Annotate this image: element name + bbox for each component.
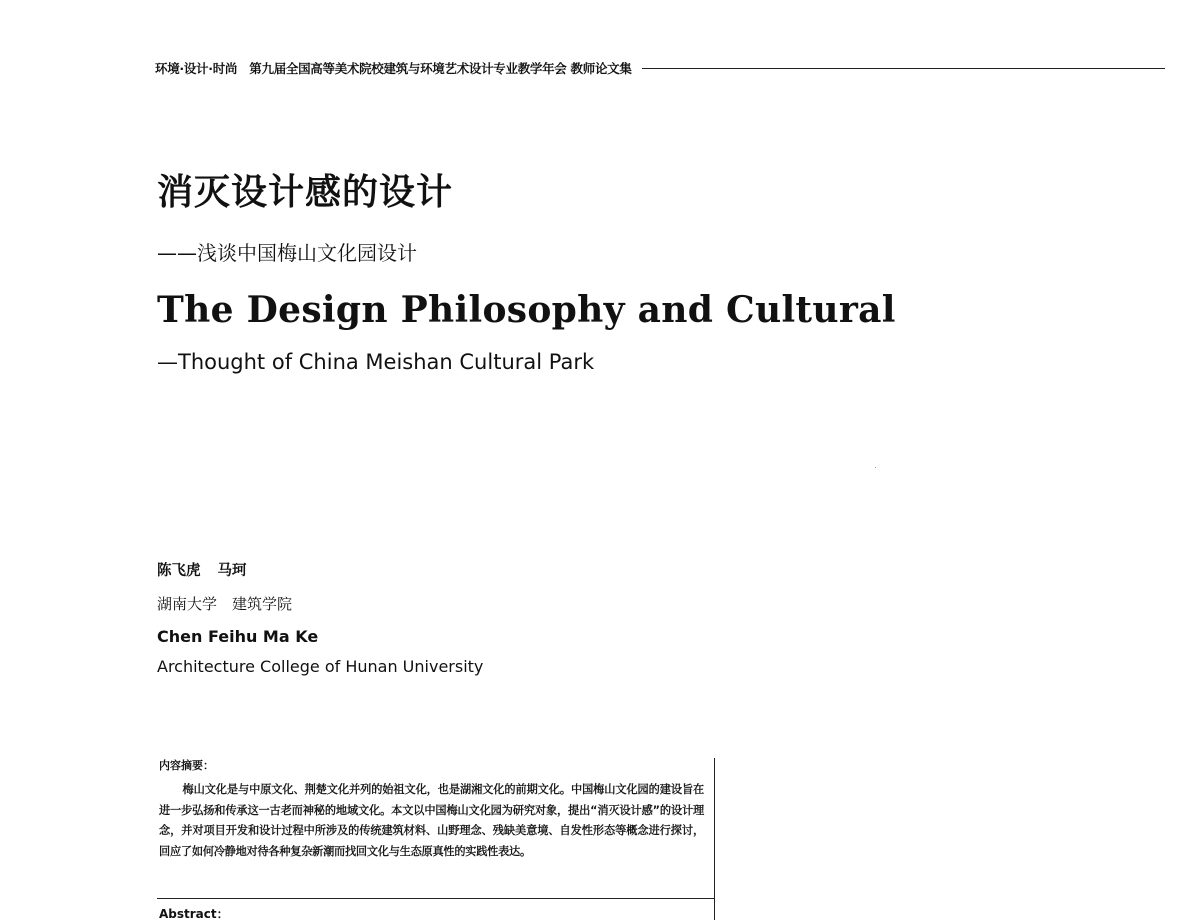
abstract-box	[157, 758, 715, 920]
running-header	[155, 58, 1165, 78]
chinese-title: 消灭设计感的设计	[157, 171, 454, 213]
running-head-text: 环境·设计·时尚 第九届全国高等美术院校建筑与环境艺术设计专业教学年会 教师论文集	[155, 61, 632, 76]
chinese-subtitle: ——浅谈中国梅山文化园设计	[157, 241, 417, 265]
abstract-label-en: Abstract：	[159, 907, 229, 921]
abstract-divider	[157, 898, 714, 899]
english-subtitle: —Thought of China Meishan Cultural Park	[157, 350, 595, 374]
scan-speck	[875, 467, 876, 468]
abstract-body-cn: 梅山文化是与中原文化、荆楚文化并列的始祖文化，也是湖湘文化的前期文化。中国梅山文化园的建设旨在进一步弘扬和传承这一古老而神秘的地域文化。本文以中国梅山文化园为研究对象，提出“消灭设计感”的设计理念，并对项目开发和设计过程中所涉及的传统建筑材料、山野理念、残缺美意境、自发性形态等概念进行探讨，回应了如何冷静地对待各种复杂新潮而找回文化与生态原真性的实践性表达。	[159, 783, 704, 858]
english-title: The Design Philosophy and Cultural	[157, 289, 896, 331]
affiliation-en: Architecture College of Hunan University	[157, 657, 484, 676]
author-names-en: Chen Feihu Ma Ke	[157, 627, 319, 646]
author-names-cn: 陈飞虎 马珂	[157, 563, 247, 579]
header-rule	[642, 68, 1165, 69]
affiliation-cn: 湖南大学 建筑学院	[157, 595, 293, 613]
abstract-label-cn: 内容摘要：	[159, 759, 214, 772]
